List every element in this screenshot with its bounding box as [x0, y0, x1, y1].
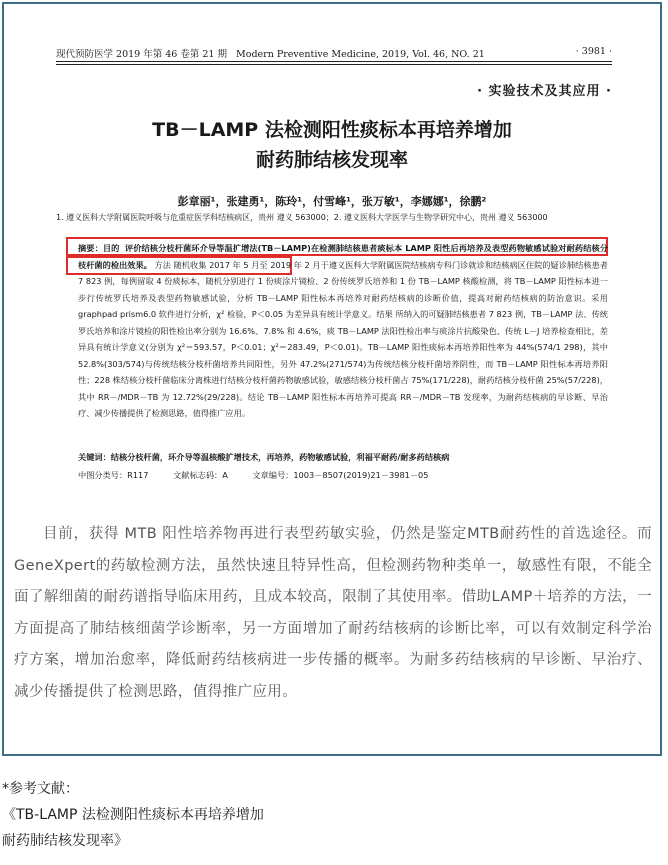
references — [2, 776, 264, 854]
affiliation: 1. 遵义医科大学附属医院呼吸与危重症医学科结核病区，贵州 遵义 563000；2. 遵义医科大学医学与生物学研究中心，贵州 遵义 563000 — [56, 213, 548, 222]
authors: 彭章丽¹，张建勇¹，陈玲¹，付雪峰¹，张万敏¹，李娜娜¹，徐鹏² — [177, 195, 487, 208]
document-code: 文献标志码：A — [173, 470, 228, 480]
class-number: 中图分类号：R117 — [78, 470, 149, 480]
reference-line-2: 耐药肺结核发现率》 — [2, 833, 128, 849]
article-title-line1: TB－LAMP 法检测阳性痰标本再培养增加 — [152, 119, 512, 141]
journal-header — [56, 46, 612, 60]
abstract-body: 方法 随机收集 2017 年 5 月至 2019 年 2 月于遵义医科大学附属医院结核病专科门诊就诊和结核病区住院的疑诊肺结核患者 7 823 例，每例留取 4 份痰标本，随机分别进行 1 份痰涂片镜检、2 份传统罗氏培养和 1 份 TB－LAMP 核酸检测，将 TB－LAMP 阳性标本进一步行传统罗氏培养及表型药物敏感试验，分析 TB－LAMP 阳性标本再培养对耐药结核病的诊断价值，提高对耐药结核病的防治意识。采用 graphpad prism6.0 软件进行分析，χ² 检验，P＜0.05 为差异具有统计学意义。结果 所纳入的可疑肺结核患者 7 823 例，TB－LAMP 法、传统罗氏培养和涂片镜检的阳性检出率分别为 16.6%、7.8% 和 4.6%，痰 TB－LAMP 法阳性检出率与痰涂片抗酸染色、传统 L－J 培养检查相比，差异具有统计学意义(分别为 χ²＝593.57，P＜0.01；χ²＝283.49，P＜0.01)。TB－LAMP 阳性痰标本再培养阳性率为 44%(574/1 298)，其中 52.8%(303/574)与传统结核分枝杆菌培养共同阳性，另外 47.2%(271/574)为传统结核分枝杆菌培养阴性，而 TB－LAMP 阳性标本再培养阳性；228 株结核分枝杆菌临床分离株进行结核分枝杆菌药物敏感试验，敏感结核分枝杆菌占 75%(171/228)，耐药结核分枝杆菌 25%(57/228)，其中 RR－/MDR－TB 为 12.72%(29/228)。结论 TB－LAMP 阳性标本再培养可提高 RR－/MDR－TB 发现率，为耐药结核病的早诊断、早治疗、减少传播提供了检测思路，值得推广应用。 — [78, 259, 608, 418]
reference-line-1: 《TB-LAMP 法检测阳性痰标本再培养增加 — [2, 807, 264, 823]
header-rule — [56, 61, 612, 62]
page-number: · 3981 · — [575, 46, 612, 57]
article-title-line2: 耐药肺结核发现率 — [255, 149, 408, 171]
classification-line — [78, 470, 608, 481]
article-number: 文章编号：1003－8507(2019)21－3981－05 — [252, 470, 429, 480]
abstract-label: 摘要：目的 — [78, 243, 120, 253]
journal-name-cn: 现代预防医学 2019 年第 46 卷第 21 期 — [56, 49, 227, 60]
keywords: 关键词：结核分枝杆菌，环介导等温核酸扩增技术，再培养，药物敏感试验，利福平耐药/耐多药结核病 — [78, 452, 450, 462]
section-tag: · 实验技术及其应用 · — [477, 84, 612, 99]
references-label: *参考文献： — [2, 781, 79, 797]
header-rule-double — [56, 64, 612, 65]
abstract-highlight-text: 评价结核分枝杆菌环介导等温扩增法(TB－LAMP)在检测肺结核患者痰标本 LAMP 阳性后再培养及表型药物敏感试验对耐药结核分枝杆菌的检出效果。 — [78, 243, 608, 270]
abstract — [78, 240, 608, 422]
journal-name-en: Modern Preventive Medicine, 2019, Vol. 46, NO. 21 — [236, 49, 485, 60]
commentary-paragraph: 目前，获得 MTB 阳性培养物再进行表型药敏实验，仍然是鉴定MTB耐药性的首选途径。而GeneXpert的药敏检测方法，虽然快速且特异性高，但检测药物种类单一，敏感性有限，不能全面了解细菌的耐药谱指导临床用药，且成本较高，限制了其使用率。借助LAMP＋培养的方法，一方面提高了肺结核细菌学诊断率，另一方面增加了耐药结核病的诊断比率，可以有效制定科学治疗方案，增加治愈率，降低耐药结核病进一步传播的概率。为耐多药结核病的早诊断、早治疗、减少传播提供了检测思路，值得推广应用。 — [14, 526, 652, 700]
